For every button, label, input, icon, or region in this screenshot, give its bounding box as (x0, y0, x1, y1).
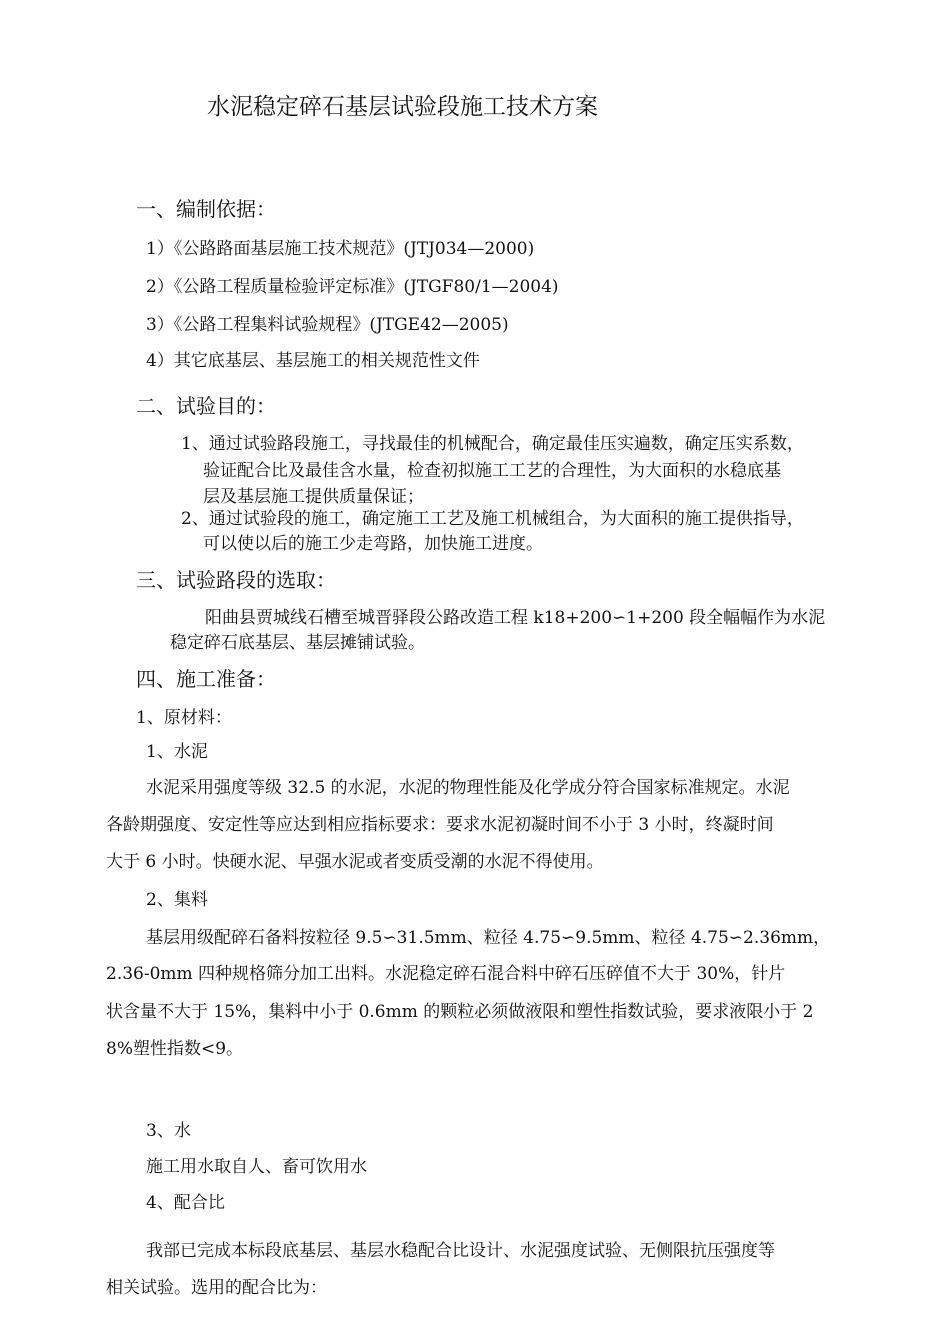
page-title: 水泥稳定碎石基层试验段施工技术方案 (207, 94, 598, 120)
cement-heading: 1、水泥 (146, 742, 208, 762)
basis-item-4: 4）其它底基层、基层施工的相关规范性文件 (146, 351, 480, 371)
basis-item-3: 3）《公路工程集料试验规程》(JTGE42—2005) (146, 315, 509, 335)
purpose-line-1: 1、通过试验路段施工，寻找最佳的机械配合，确定最佳压实遍数，确定压实系数， (181, 434, 804, 454)
section-1-heading: 一、编制依据： (136, 197, 276, 221)
water-heading: 3、水 (146, 1121, 191, 1141)
cement-line-2: 各龄期强度、安定性等应达到相应指标要求：要求水泥初凝时间不小于 3 小时，终凝时间 (106, 815, 774, 835)
section-4-heading: 四、施工准备： (136, 667, 276, 691)
section-3-heading: 三、试验路段的选取： (136, 568, 336, 592)
aggregate-line-4: 8%塑性指数<9。 (106, 1039, 244, 1059)
aggregate-line-2: 2.36-0mm 四种规格筛分加工出料。水泥稳定碎石混合料中碎石压碎值不大于 30%，针片 (106, 964, 786, 984)
water-line: 施工用水取自人、畜可饮用水 (146, 1157, 367, 1177)
aggregate-line-1: 基层用级配碎石备料按粒径 9.5∽31.5mm、粒径 4.75∽9.5mm、粒径 4.75∽2.36mm， (146, 928, 831, 948)
mix-ratio-heading: 4、配合比 (146, 1193, 225, 1213)
basis-item-1: 1）《公路路面基层施工技术规范》(JTJ034—2000) (146, 239, 535, 259)
cement-line-1: 水泥采用强度等级 32.5 的水泥，水泥的物理性能及化学成分符合国家标准规定。水泥 (146, 778, 790, 798)
section-2-heading: 二、试验目的： (136, 394, 276, 418)
aggregate-heading: 2、集料 (146, 890, 208, 910)
raw-materials-heading: 1、原材料： (136, 708, 232, 728)
purpose-line-5: 可以使以后的施工少走弯路，加快施工进度。 (203, 534, 543, 554)
basis-item-2: 2）《公路工程质量检验评定标准》(JTGF80/1—2004) (146, 277, 559, 297)
purpose-line-3: 层及基层施工提供质量保证； (203, 487, 424, 507)
section-selection-line-1: 阳曲县贾城线石槽至城晋驿段公路改造工程 k18+200∽1+200 段全幅幅作为水泥 (205, 608, 826, 628)
section-selection-line-2: 稳定碎石底基层、基层摊铺试验。 (170, 633, 425, 653)
cement-line-3: 大于 6 小时。快硬水泥、早强水泥或者变质受潮的水泥不得使用。 (106, 852, 604, 872)
aggregate-line-3: 状含量不大于 15%，集料中小于 0.6mm 的颗粒必须做液限和塑性指数试验，要求液限小于 2 (106, 1002, 814, 1022)
purpose-line-4: 2、通过试验段的施工，确定施工工艺及施工机械组合，为大面积的施工提供指导， (181, 509, 804, 529)
purpose-line-2: 验证配合比及最佳含水量，检查初拟施工工艺的合理性，为大面积的水稳底基 (203, 461, 781, 481)
mix-ratio-line-2: 相关试验。选用的配合比为： (106, 1278, 327, 1298)
mix-ratio-line-1: 我部已完成本标段底基层、基层水稳配合比设计、水泥强度试验、无侧限抗压强度等 (146, 1241, 775, 1261)
